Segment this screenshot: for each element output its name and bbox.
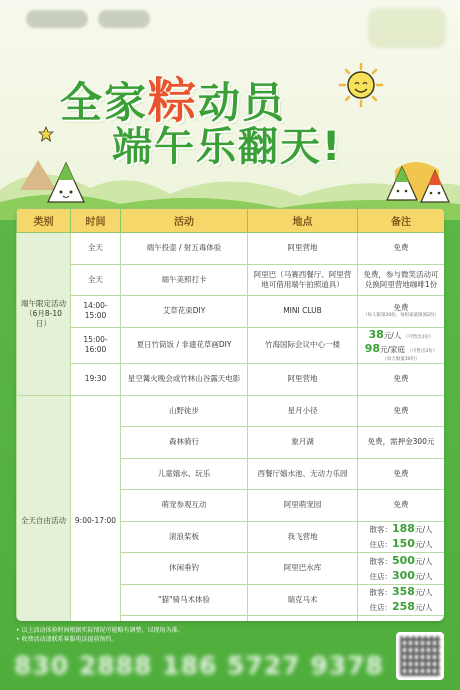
location-cell: 西餐厅嬉水池、无动力乐园 <box>248 458 358 490</box>
category-limited-line1: 端午限定活动 <box>21 298 66 308</box>
location-line1: 阿里巴（马赛西餐厅、阿里营 <box>253 269 352 279</box>
price-label: 住店： <box>369 571 392 581</box>
price-number: 258 <box>392 600 415 613</box>
note-line1: 免费，参与微笑活动可 <box>363 269 439 279</box>
note-cell: 免费 <box>358 490 445 522</box>
header-category: 类别 <box>17 209 71 233</box>
header-time: 时间 <box>71 209 121 233</box>
activity-cell: 艾草花束DIY <box>121 296 248 328</box>
price-line <box>361 537 441 552</box>
table-row <box>17 233 445 265</box>
price-label: 散客： <box>369 525 392 535</box>
location-cell: 阿里营地 <box>248 233 358 265</box>
location-cell: 阿里萌宠园 <box>248 490 358 522</box>
price-label: 散客： <box>369 588 392 598</box>
footnotes <box>16 626 183 645</box>
price-line <box>361 585 441 600</box>
header-note: 备注 <box>358 209 445 233</box>
time-cell-free: 9:00-17:00 <box>71 395 121 621</box>
zongzi-mascot-icon <box>384 164 420 206</box>
price-number: 500 <box>392 553 415 567</box>
table-header-row <box>17 209 445 233</box>
time-cell: 15:00-16:00 <box>71 327 121 364</box>
table-row <box>17 327 445 364</box>
price-unit: 元/人 <box>414 540 433 549</box>
note-cell: 免费 <box>358 395 445 427</box>
note-cell: 免费，需押金300元 <box>358 427 445 459</box>
note-cell: 免费 <box>358 458 445 490</box>
time-cell: 14:00-15:00 <box>71 296 121 328</box>
partner-logo <box>98 10 150 28</box>
price-line <box>361 328 441 343</box>
activity-cell: 休闲垂钓 <box>121 553 248 585</box>
location-line2: 地可借用端午拍照道具） <box>261 279 344 289</box>
price-cell <box>358 616 445 621</box>
price-number: 150 <box>392 537 415 550</box>
table-row <box>17 264 445 296</box>
price-label: 住店： <box>369 540 392 549</box>
category-free: 全天自由活动 <box>17 395 71 621</box>
price-label: 散客： <box>369 556 392 566</box>
activity-cell: 夏日竹筒饭 / 非遗花草画DIY <box>121 327 248 364</box>
activity-cell: 森林骑行 <box>121 427 248 459</box>
price-label: 住店： <box>369 603 392 612</box>
title-line-2: 端午乐翻天! <box>112 124 343 170</box>
price-cell <box>358 553 445 585</box>
table-row <box>17 364 445 396</box>
footnote: • 收费活动请联系客服电话提前预约。 <box>16 636 118 644</box>
price-unit: 元/人 <box>414 571 433 581</box>
price-cell <box>358 327 445 364</box>
brand-logo <box>26 10 88 28</box>
price-line <box>361 342 441 357</box>
location-cell: 瑞克马术 <box>248 584 358 616</box>
activity-cell: 儿童嬉水、玩乐 <box>121 458 248 490</box>
price-line <box>361 554 441 569</box>
zongzi-mascot-icon <box>418 168 452 208</box>
activity-cell: 星空篝火晚会或竹林山谷露天电影 <box>121 364 248 396</box>
title-1-part-b: 动员 <box>198 78 287 127</box>
price-unit: 元/人 <box>414 556 433 566</box>
note-cell <box>358 264 445 296</box>
activity-cell: 山野徒步 <box>121 395 248 427</box>
location-cell: 我飞营地 <box>248 521 358 553</box>
price-unit: 元/人 <box>414 603 433 612</box>
note-cell: 免费 <box>358 233 445 265</box>
schedule-table <box>16 208 444 621</box>
price-small: （可售出1份） <box>403 334 434 340</box>
activity-cell: 端午投壶 / 射五毒体验 <box>121 233 248 265</box>
time-cell: 19:30 <box>71 364 121 396</box>
price-line <box>361 600 441 615</box>
qr-code-pattern <box>400 636 440 676</box>
location-cell: 阿里营地 <box>248 364 358 396</box>
location-cell: 阿里巴水库 <box>248 553 358 585</box>
note-cell: 免费 <box>358 364 445 396</box>
activity-cell: 萌宠参观互动 <box>121 490 248 522</box>
activity-cell: 端午美照打卡 <box>121 264 248 296</box>
zongzi-mascot-icon <box>44 160 88 208</box>
price-unit: 元/人 <box>414 525 433 535</box>
activity-cell <box>121 616 248 621</box>
price-unit: 元/人 <box>383 330 402 340</box>
time-cell: 全天 <box>71 264 121 296</box>
note-small: （每人限领20份，每组家庭限领2份） <box>362 313 440 319</box>
price-number: 38 <box>368 327 384 341</box>
location-cell: 竹海国际会议中心一楼 <box>248 327 358 364</box>
price-line <box>361 522 441 537</box>
location-cell <box>248 264 358 296</box>
activity-cell: "猫"骑马术体验 <box>121 584 248 616</box>
time-cell: 全天 <box>71 233 121 265</box>
price-cell <box>358 584 445 616</box>
qr-code[interactable] <box>396 632 444 680</box>
brand-logos <box>26 10 150 28</box>
price-cell <box>358 521 445 553</box>
location-cell <box>248 616 358 621</box>
star-icon <box>38 126 54 142</box>
location-cell: MINI CLUB <box>248 296 358 328</box>
price-number: 188 <box>392 522 415 536</box>
header-location: 地点 <box>248 209 358 233</box>
footnote: • 以上活动体验时间根据实际情况可能略有调整，以现场为准。 <box>16 627 184 634</box>
title-1-part-a: 全家 <box>60 78 149 127</box>
price-footnote: （每天限量30份） <box>382 357 420 363</box>
price-number: 98 <box>364 342 380 356</box>
table-row <box>17 296 445 328</box>
category-limited <box>17 233 71 396</box>
note-line2: 兑换阿里营地咖啡1份 <box>364 279 438 289</box>
note-main: 免费 <box>393 303 409 313</box>
contact-phone: 830 2888 186 5727 9378 <box>14 651 384 680</box>
table-row <box>17 395 445 427</box>
location-cell: 星月小径 <box>248 395 358 427</box>
header-activity: 活动 <box>121 209 248 233</box>
category-limited-line2: （6月8-10日） <box>25 308 62 328</box>
price-unit: 元/人 <box>414 588 433 598</box>
title-highlight-zong: 粽 <box>148 73 199 129</box>
price-small: （可售出3份） <box>407 349 438 355</box>
price-unit: 元/家庭 <box>380 345 406 355</box>
price-line <box>361 569 441 584</box>
smiling-sun-icon <box>338 62 384 108</box>
activity-cell: 滚浪桨板 <box>121 521 248 553</box>
location-cell: 象月湖 <box>248 427 358 459</box>
price-number: 300 <box>392 568 415 582</box>
note-cell <box>358 296 445 328</box>
price-number: 358 <box>392 585 415 599</box>
corner-logo <box>368 8 446 48</box>
